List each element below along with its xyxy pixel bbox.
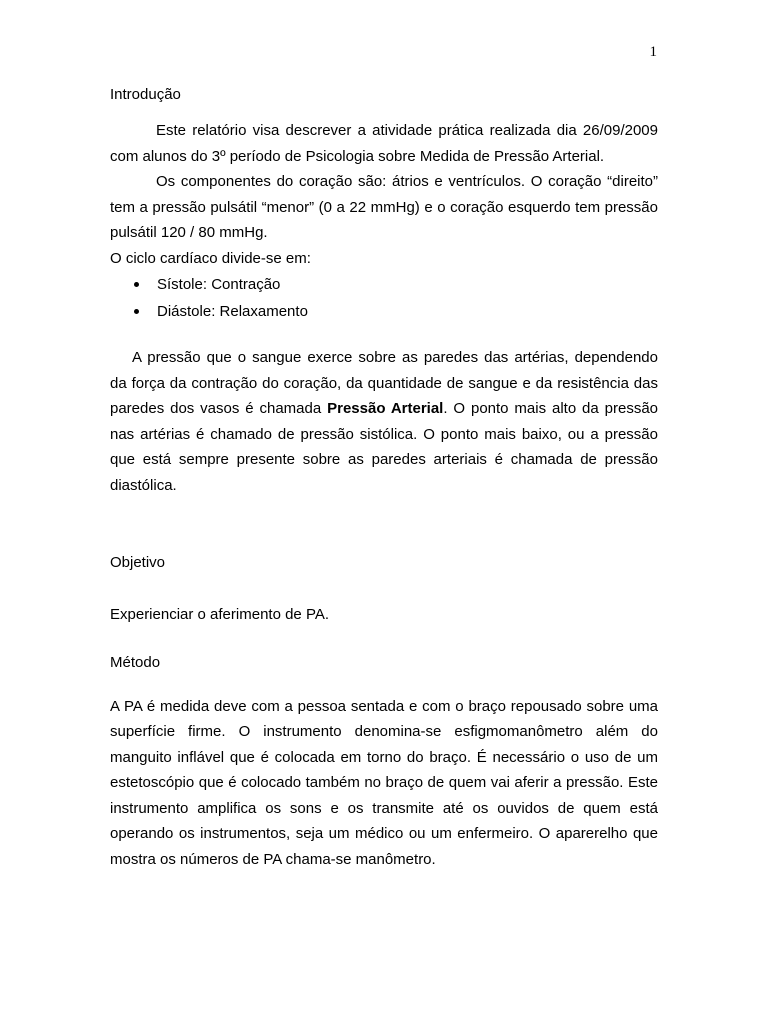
cardiac-cycle-list [110,271,658,325]
intro-paragraph-2: Os componentes do coração são: átrios e ventrículos. O coração “direito” tem a pressão pulsátil “menor” (0 a 22 mmHg) e o coração esquerdo tem pressão pulsátil 120 / 80 mmHg. [110,173,658,241]
list-item [110,298,658,325]
method-paragraph: A PA é medida deve com a pessoa sentada e com o braço repousado sobre uma superfície firme. O instrumento denomina-se esfigmomanômetro além do manguito inflável que é colocada em torno do braço. É necessário o uso de um estetoscópio que é colocado também no braço de quem vai aferir a pressão. Este instrumento amplifica os sons e os transmite até os ouvidos de quem está operando os instrumentos, seja um médico ou um enfermeiro. O aparerelho que mostra os números de PA chama-se manômetro. [110,697,658,868]
intro-heading: Introdução [110,86,181,103]
method-heading: Método [110,653,161,671]
list-item-text: Sístole: Contração [157,276,281,293]
arterial-pressure-text-start: A pressão que o sangue exerce sobre as paredes das artérias, dependendo da força da contração do coração, da quantidade de sangue e da resistência das paredes dos vasos é chamada [110,349,658,417]
objective-heading: Objetivo [110,554,166,571]
objective-text: Experienciar o aferimento de PA. [110,606,330,623]
list-item-text: Diástole: Relaxamento [157,303,308,320]
arterial-pressure-paragraph [110,345,658,498]
list-item [110,271,658,298]
intro-paragraph-1: Este relatório visa descrever a atividade prática realizada dia 26/09/2009 com alunos do 3º período de Psicologia sobre Medida de Pressão Arterial. [110,122,658,165]
arterial-pressure-term: Pressão Arterial [327,400,444,417]
page-number: 1 [649,44,657,60]
page-content [110,86,658,872]
arterial-pressure-text-end: . O ponto mais alto da pressão nas artérias é chamado de pressão sistólica. O ponto mais baixo, ou a pressão que está sempre presente sobre as paredes arteriais é chamada de pressão diastólica. [110,400,659,494]
cardiac-cycle-intro: O ciclo cardíaco divide-se em: [110,249,311,267]
bullet-icon [134,282,139,287]
bullet-icon [134,309,139,314]
